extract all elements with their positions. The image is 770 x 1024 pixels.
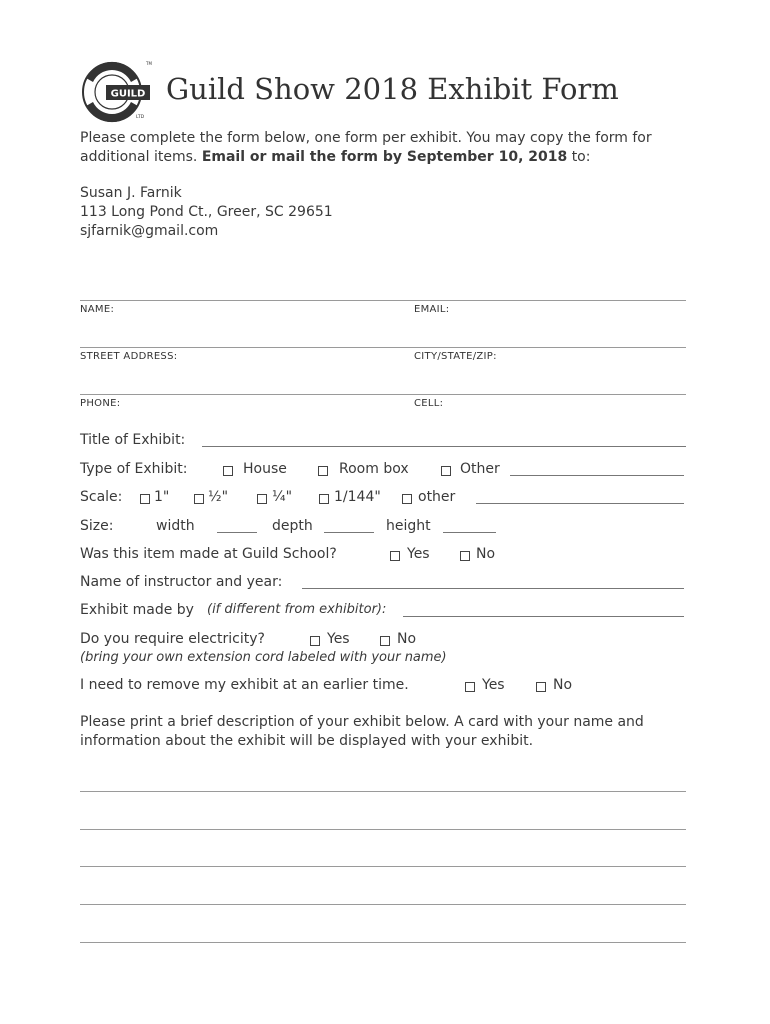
made-by-field[interactable]: [403, 602, 684, 617]
street-city-line[interactable]: [80, 347, 686, 348]
other-type-label: Other: [460, 461, 500, 477]
page-title: Guild Show 2018 Exhibit Form: [166, 72, 619, 106]
svg-text:LTD: LTD: [136, 115, 145, 120]
house-label: House: [243, 461, 287, 477]
electricity-row: [80, 631, 686, 651]
remove-early-yes-checkbox[interactable]: [465, 682, 475, 692]
electricity-question: Do you require electricity?: [80, 631, 265, 647]
house-checkbox[interactable]: [223, 466, 233, 476]
svg-text:GUILD: GUILD: [110, 88, 146, 100]
scale-1-144-label: 1/144": [334, 489, 381, 505]
phone-label: PHONE:: [80, 398, 121, 409]
type-row: [80, 461, 686, 481]
description-line-3[interactable]: [80, 866, 686, 867]
scale-quarter-label: ¼": [272, 489, 293, 505]
description-line-2[interactable]: [80, 829, 686, 830]
made-by-row: [80, 602, 686, 622]
width-field[interactable]: [217, 518, 257, 533]
electricity-yes-checkbox[interactable]: [310, 636, 320, 646]
description-line-5[interactable]: [80, 942, 686, 943]
depth-label: depth: [272, 518, 313, 534]
type-label: Type of Exhibit:: [80, 461, 188, 477]
height-field[interactable]: [443, 518, 496, 533]
title-label: Title of Exhibit:: [80, 432, 186, 448]
scale-label: Scale:: [80, 489, 123, 505]
remove-early-yes-label: Yes: [482, 677, 505, 693]
made-by-note: (if different from exhibitor):: [207, 602, 387, 617]
remove-early-no-checkbox[interactable]: [536, 682, 546, 692]
instructor-row: [80, 574, 686, 594]
description-line-4[interactable]: [80, 904, 686, 905]
electricity-note: (bring your own extension cord labeled with your name): [80, 650, 447, 665]
cell-label: CELL:: [414, 398, 444, 409]
guild-logo-icon: [76, 58, 156, 124]
size-label: Size:: [80, 518, 114, 534]
scale-quarter-checkbox[interactable]: [257, 494, 267, 504]
scale-other-field[interactable]: [476, 489, 684, 504]
address-street: 113 Long Pond Ct., Greer, SC 29651: [80, 204, 333, 220]
intro-deadline: Email or mail the form by September 10, 2018: [201, 149, 568, 165]
description-line-1[interactable]: [80, 791, 686, 792]
city-state-zip-label: CITY/STATE/ZIP:: [414, 351, 497, 362]
scale-other-checkbox[interactable]: [402, 494, 412, 504]
intro-text: [80, 129, 700, 167]
guild-logo: [76, 58, 156, 124]
electricity-yes-label: Yes: [327, 631, 350, 647]
mailing-address: [80, 184, 333, 241]
room-box-label: Room box: [339, 461, 409, 477]
scale-1-144-checkbox[interactable]: [319, 494, 329, 504]
intro-text-1: Please complete the form below, one form per exhibit. You may copy the form for additional items.: [80, 130, 652, 165]
width-label: width: [156, 518, 195, 534]
description-instructions: Please print a brief description of your exhibit below. A card with your name and information about the exhibit will be displayed with your exhibit.: [80, 714, 644, 749]
guild-school-question: Was this item made at Guild School?: [80, 546, 337, 562]
scale-half-label: ½": [208, 489, 229, 505]
other-type-field[interactable]: [510, 461, 684, 476]
depth-field[interactable]: [324, 518, 374, 533]
guild-school-row: [80, 546, 686, 566]
other-type-checkbox[interactable]: [441, 466, 451, 476]
size-row: [80, 518, 686, 538]
instructor-field[interactable]: [302, 574, 684, 589]
address-email: sjfarnik@gmail.com: [80, 223, 219, 239]
street-address-label: STREET ADDRESS:: [80, 351, 178, 362]
intro-text-2: to:: [571, 149, 591, 165]
remove-early-row: [80, 677, 686, 697]
phone-cell-line[interactable]: [80, 394, 686, 395]
email-label: EMAIL:: [414, 304, 450, 315]
scale-other-label: other: [418, 489, 456, 505]
name-email-line[interactable]: [80, 300, 686, 301]
name-label: NAME:: [80, 304, 115, 315]
made-by-label: Exhibit made by: [80, 602, 194, 618]
address-name: Susan J. Farnik: [80, 185, 182, 201]
scale-half-checkbox[interactable]: [194, 494, 204, 504]
guild-school-no-label: No: [476, 546, 496, 562]
scale-1-label: 1": [154, 489, 170, 505]
electricity-no-checkbox[interactable]: [380, 636, 390, 646]
instructor-label: Name of instructor and year:: [80, 574, 283, 590]
guild-school-no-checkbox[interactable]: [460, 551, 470, 561]
room-box-checkbox[interactable]: [318, 466, 328, 476]
guild-school-yes-checkbox[interactable]: [390, 551, 400, 561]
guild-school-yes-label: Yes: [407, 546, 430, 562]
electricity-no-label: No: [397, 631, 417, 647]
scale-1-checkbox[interactable]: [140, 494, 150, 504]
remove-early-no-label: No: [553, 677, 573, 693]
title-row: [80, 432, 686, 452]
scale-row: [80, 489, 686, 509]
height-label: height: [386, 518, 431, 534]
remove-early-question: I need to remove my exhibit at an earlier time.: [80, 677, 409, 693]
svg-text:TM: TM: [146, 61, 152, 66]
title-field[interactable]: [202, 432, 686, 447]
